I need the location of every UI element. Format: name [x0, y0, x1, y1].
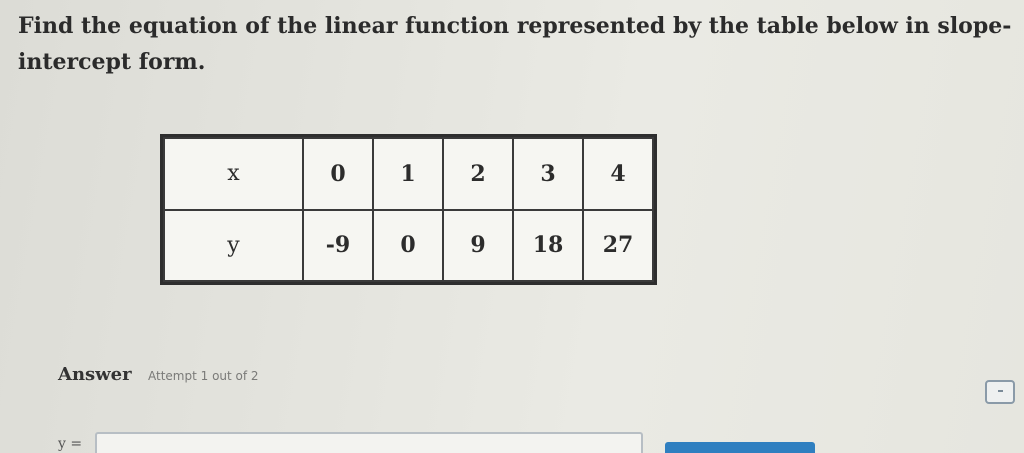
- attempt-counter: Attempt 1 out of 2: [148, 369, 259, 383]
- question-text: Find the equation of the linear function represented by the table below in slope-intercept form.: [18, 13, 1012, 75]
- table-cell: 2: [443, 138, 513, 210]
- table-cell: 0: [303, 138, 373, 210]
- submit-button[interactable]: [665, 442, 815, 453]
- table-cell: 9: [443, 210, 513, 282]
- table-header-y: y: [164, 210, 303, 282]
- table-cell: 18: [513, 210, 583, 282]
- table-cell: 1: [373, 138, 443, 210]
- table-cell: 27: [583, 210, 653, 282]
- calculator-icon[interactable]: [985, 380, 1015, 404]
- answer-label: Answer: [58, 364, 132, 385]
- table-cell: 3: [513, 138, 583, 210]
- values-table: [160, 134, 657, 285]
- table-cell: -9: [303, 210, 373, 282]
- answer-variable-label: y =: [58, 436, 83, 452]
- table-header-x: x: [164, 138, 303, 210]
- table-cell: 4: [583, 138, 653, 210]
- answer-input[interactable]: [95, 432, 643, 453]
- table-row-y: [164, 210, 653, 282]
- table-row-x: [164, 138, 653, 210]
- table-cell: 0: [373, 210, 443, 282]
